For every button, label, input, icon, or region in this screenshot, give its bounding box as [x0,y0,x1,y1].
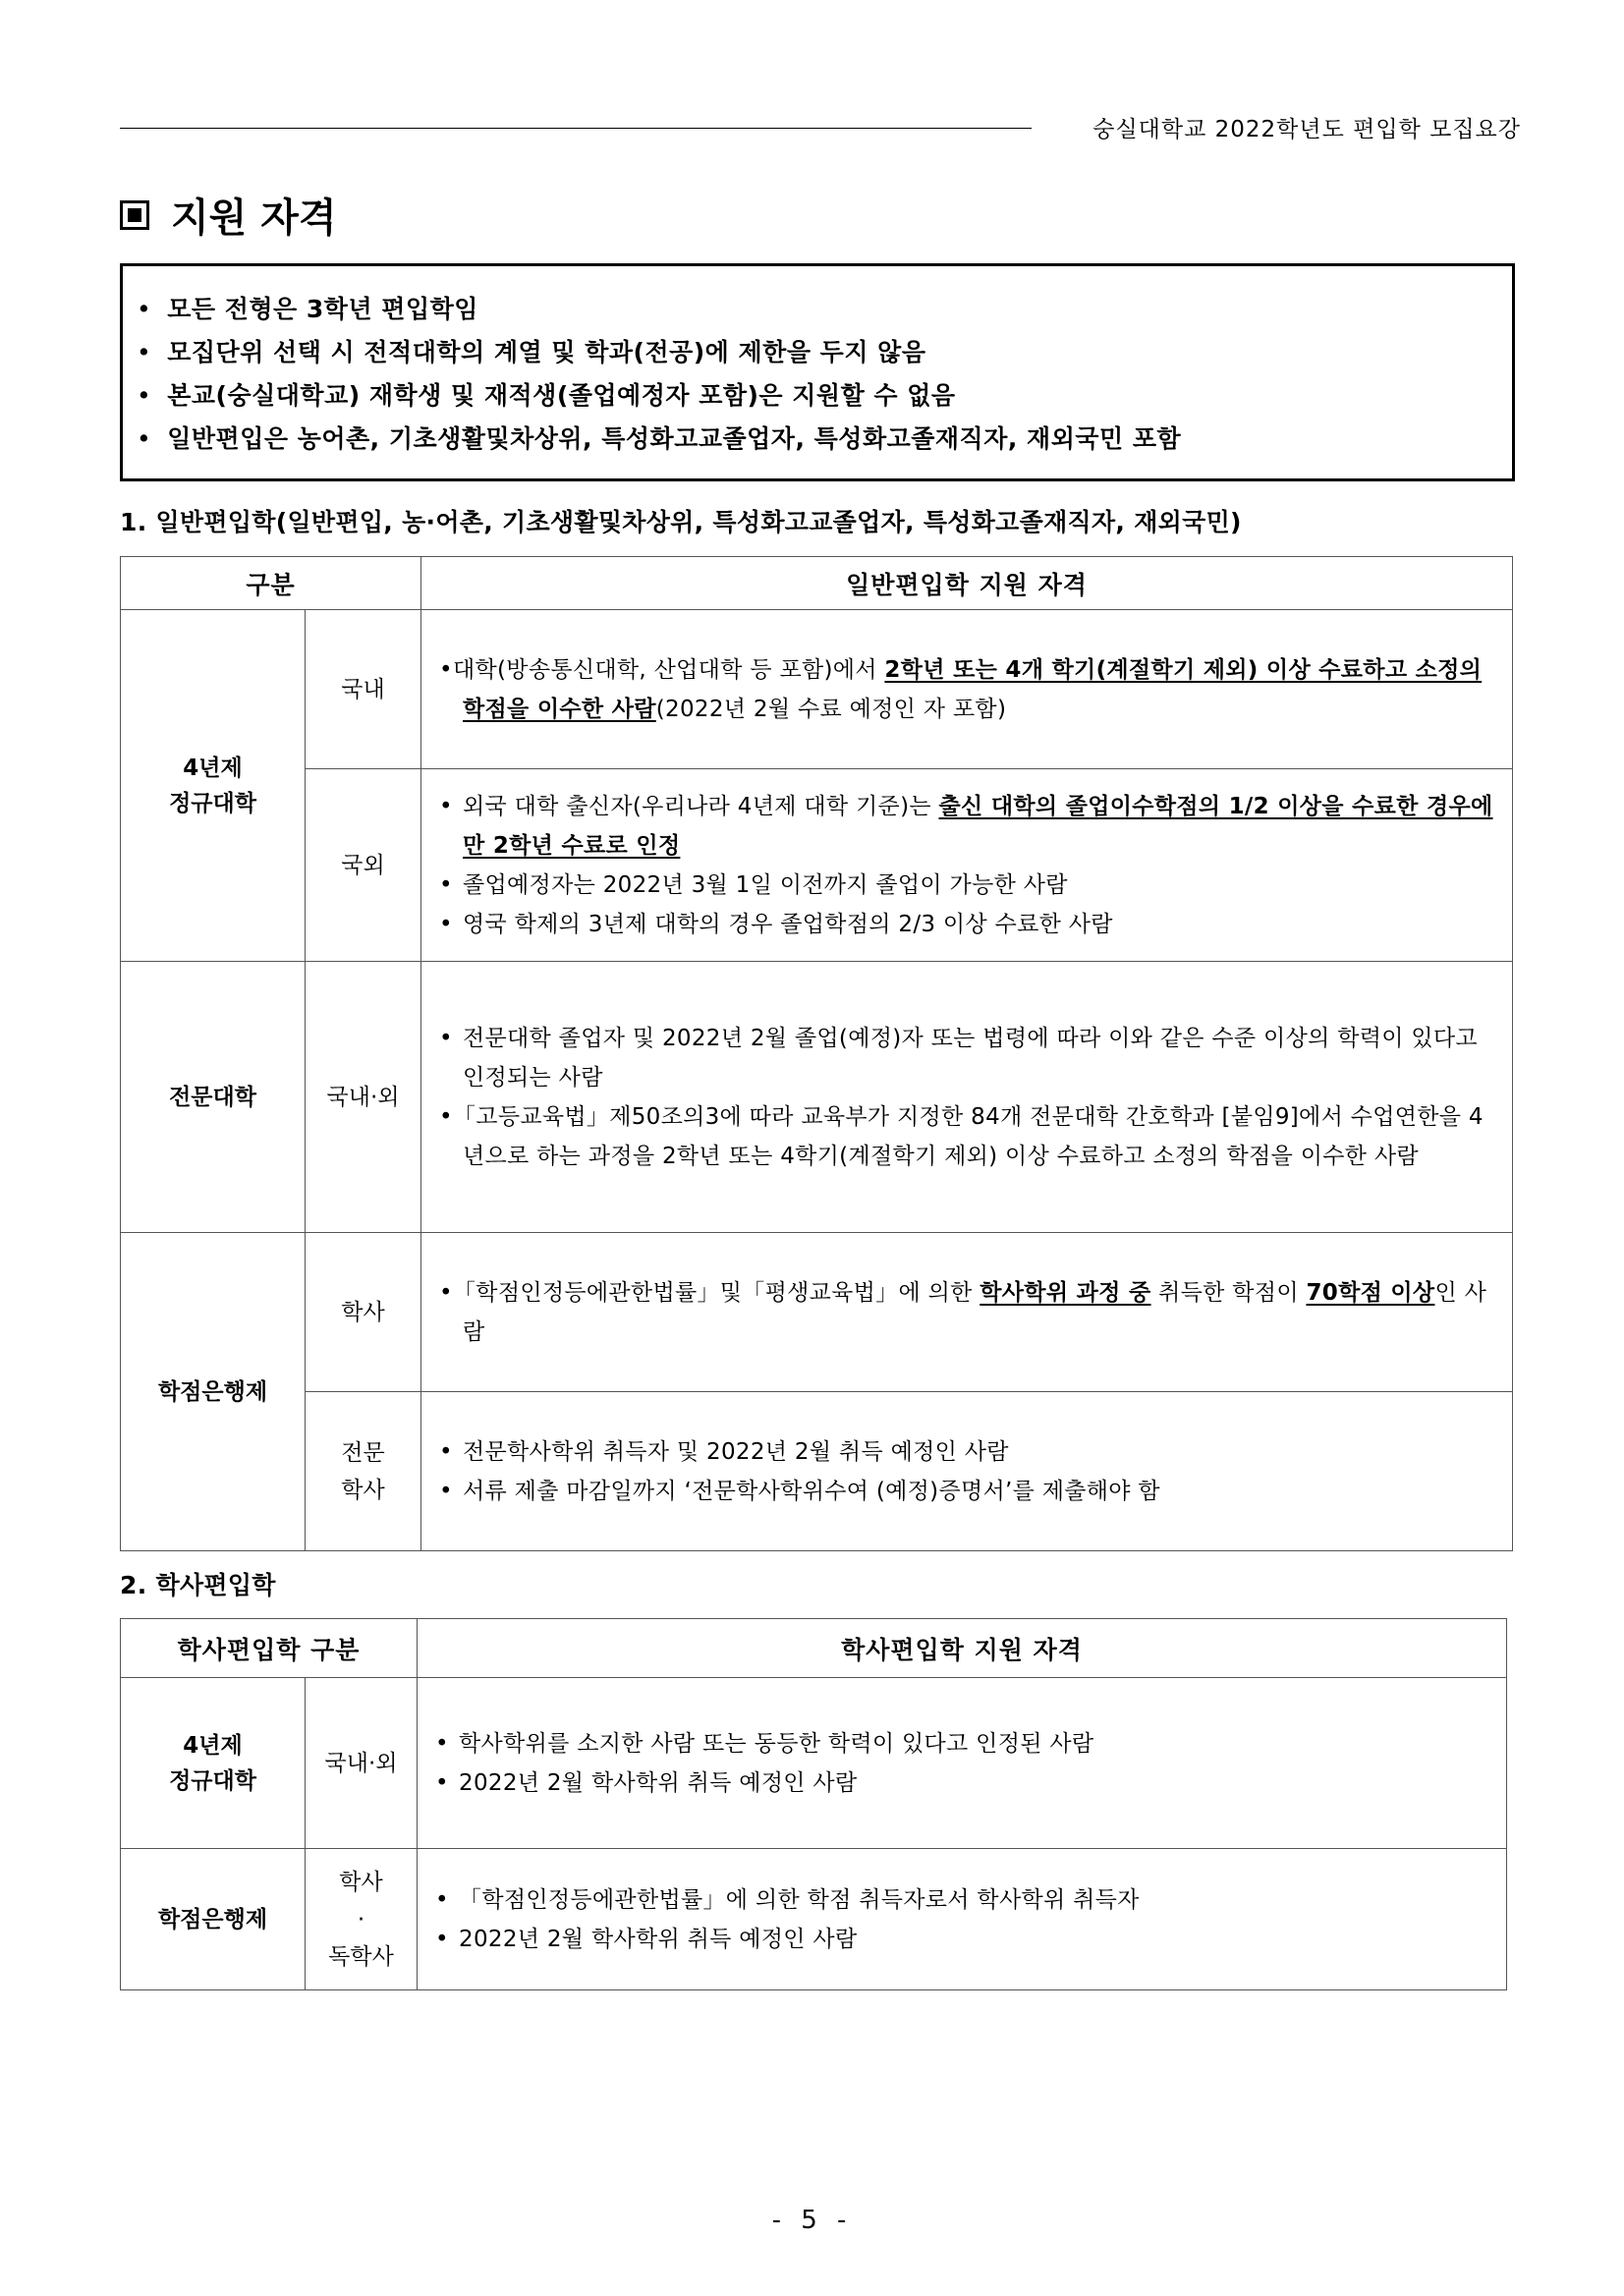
list-item: • 대학(방송통신대학, 산업대학 등 포함)에서 2학년 또는 4개 학기(계절학기 제외) 이상 수료하고 소정의 학점을 이수한 사람(2022년 2월 수료 예정인 자 포함) [439,650,1498,729]
table-row [121,610,1513,769]
general-transfer-heading: 1. 일반편입학(일반편입, 농·어촌, 기초생활및차상위, 특성화고교졸업자, 특성화고졸재직자, 재외국민) [120,508,1242,536]
subcategory-domestic-foreign: 국내·외 [306,962,421,1233]
column-header-qualification: 학사편입학 지원 자격 [418,1619,1507,1678]
table-row [121,1678,1507,1849]
category-credit-bank: 학점은행제 [121,1849,306,1990]
subcategory-associate: 전문 학사 [306,1392,421,1551]
header-rule [120,128,1032,129]
qualification-cell [421,769,1513,962]
column-header-category: 구분 [121,557,421,610]
list-item: • 학사학위를 소지한 사람 또는 동등한 학력이 있다고 인정된 사람 [435,1724,1492,1764]
notice-item: • 모든 전형은 3학년 편입학임 [137,288,1512,331]
list-item: • 「고등교육법」제50조의3에 따라 교육부가 지정한 84개 전문대학 간호학과 [붙임9]에서 수업연한을 4년으로 하는 과정을 2학년 또는 4학기(계절학기 제외) 이상 수료하고 소정의 학점을 이수한 사람 [439,1097,1498,1176]
column-header-qualification: 일반편입학 지원 자격 [421,557,1513,610]
category-junior-college: 전문대학 [121,962,306,1233]
header-title: 숭실대학교 2022학년도 편입학 모집요강 [1092,117,1521,142]
qualification-cell [418,1849,1507,1990]
column-header-category: 학사편입학 구분 [121,1619,418,1678]
table-header-row [121,1619,1507,1678]
bachelor-transfer-heading: 2. 학사편입학 [120,1571,276,1599]
subcategory-domestic: 국내 [306,610,421,769]
list-item: • 영국 학제의 3년제 대학의 경우 졸업학점의 2/3 이상 수료한 사람 [439,905,1498,944]
table-row [121,962,1513,1233]
section-title [120,187,337,243]
table-row [121,769,1513,962]
qualification-cell [418,1678,1507,1849]
list-item: • 전문학사학위 취득자 및 2022년 2월 취득 예정인 사람 [439,1432,1498,1472]
list-item: • 전문대학 졸업자 및 2022년 2월 졸업(예정)자 또는 법령에 따라 이와 같은 수준 이상의 학력이 있다고 인정되는 사람 [439,1019,1498,1097]
table-row [121,1392,1513,1551]
table-row [121,1233,1513,1392]
page-number: - 5 - [771,2206,853,2235]
category-4year-univ: 4년제 정규대학 [121,610,306,962]
subcategory-bachelor-selfstudy: 학사 · 독학사 [306,1849,418,1990]
notice-item: • 일반편입은 농어촌, 기초생활및차상위, 특성화고교졸업자, 특성화고졸재직자, 재외국민 포함 [137,418,1512,461]
qualification-cell [421,962,1513,1233]
table-row [121,1849,1507,1990]
section-title-text: 지원 자격 [171,196,337,241]
list-item: • 2022년 2월 학사학위 취득 예정인 사람 [435,1764,1492,1803]
notice-item: • 본교(숭실대학교) 재학생 및 재적생(졸업예정자 포함)은 지원할 수 없음 [137,374,1512,418]
qualification-cell [421,1392,1513,1551]
list-item: • 외국 대학 출신자(우리나라 4년제 대학 기준)는 출신 대학의 졸업이수학점의 1/2 이상을 수료한 경우에만 2학년 수료로 인정 [439,787,1498,866]
list-item: • 「학점인정등에관한법률」에 의한 학점 취득자로서 학사학위 취득자 [435,1880,1492,1920]
list-item: • 2022년 2월 학사학위 취득 예정인 사람 [435,1920,1492,1959]
subcategory-bachelor: 학사 [306,1233,421,1392]
notice-box [120,263,1515,481]
filled-square-icon [120,200,149,230]
subcategory-foreign: 국외 [306,769,421,962]
qualification-cell [421,1233,1513,1392]
list-item: • 서류 제출 마감일까지 ‘전문학사학위수여 (예정)증명서’를 제출해야 함 [439,1472,1498,1511]
notice-item: • 모집단위 선택 시 전적대학의 계열 및 학과(전공)에 제한을 두지 않음 [137,331,1512,374]
qualification-cell [421,610,1513,769]
list-item: • 졸업예정자는 2022년 3월 1일 이전까지 졸업이 가능한 사람 [439,866,1498,905]
category-credit-bank: 학점은행제 [121,1233,306,1551]
general-transfer-table [120,556,1513,1551]
list-item: • 「학점인정등에관한법률」및「평생교육법」에 의한 학사학위 과정 중 취득한 학점이 70학점 이상인 사람 [439,1273,1498,1352]
bachelor-transfer-table [120,1618,1507,1990]
subcategory-domestic-foreign: 국내·외 [306,1678,418,1849]
category-4year-univ: 4년제 정규대학 [121,1678,306,1849]
table-header-row [121,557,1513,610]
